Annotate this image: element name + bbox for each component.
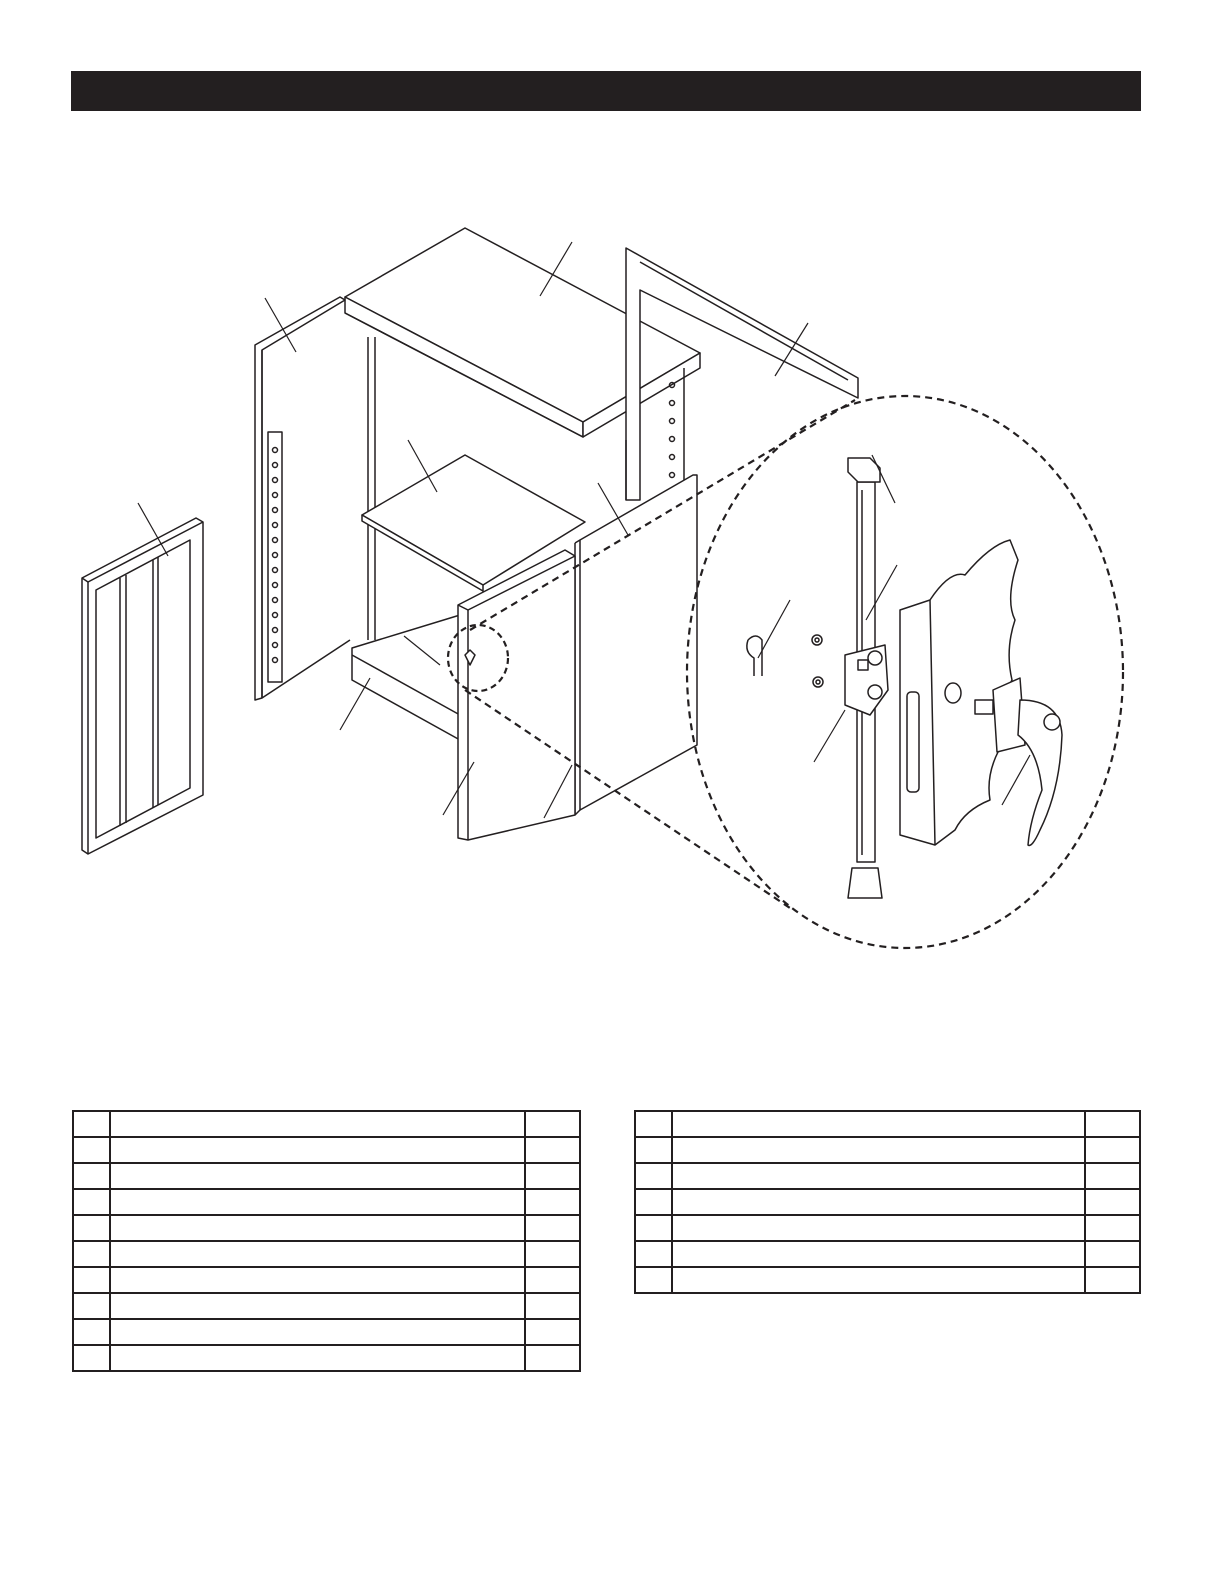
table-row [73, 1345, 580, 1371]
front-door [458, 550, 575, 840]
part-description-cell [110, 1293, 525, 1319]
part-description-cell [110, 1137, 525, 1163]
part-number-cell [635, 1189, 672, 1215]
part-number-cell [635, 1215, 672, 1241]
table-row [73, 1293, 580, 1319]
part-quantity-cell [525, 1189, 580, 1215]
table-row [635, 1215, 1140, 1241]
left-side-panel [255, 297, 350, 700]
table-row [73, 1111, 580, 1137]
part-quantity-cell [525, 1241, 580, 1267]
part-quantity-cell [1085, 1241, 1140, 1267]
table-row [73, 1163, 580, 1189]
part-description-cell [672, 1215, 1085, 1241]
part-quantity-cell [525, 1319, 580, 1345]
table-row [73, 1215, 580, 1241]
part-number-cell [73, 1215, 110, 1241]
part-description-cell [672, 1163, 1085, 1189]
part-description-cell [110, 1345, 525, 1371]
part-number-cell [635, 1241, 672, 1267]
part-description-cell [110, 1163, 525, 1189]
part-number-cell [73, 1189, 110, 1215]
part-description-cell [110, 1111, 525, 1137]
table-row [635, 1163, 1140, 1189]
part-number-cell [73, 1319, 110, 1345]
part-quantity-cell [1085, 1267, 1140, 1293]
exploded-cabinet-diagram [0, 200, 1225, 970]
part-quantity-cell [525, 1293, 580, 1319]
part-description-cell [110, 1319, 525, 1345]
part-number-cell [635, 1267, 672, 1293]
part-quantity-cell [525, 1345, 580, 1371]
part-quantity-cell [525, 1137, 580, 1163]
table-row [73, 1319, 580, 1345]
part-quantity-cell [525, 1111, 580, 1137]
table-row [635, 1267, 1140, 1293]
front-upright [368, 337, 375, 640]
part-number-cell [635, 1137, 672, 1163]
part-description-cell [110, 1241, 525, 1267]
part-number-cell [635, 1111, 672, 1137]
right-side-panel [575, 475, 697, 815]
part-number-cell [73, 1111, 110, 1137]
table-row [73, 1137, 580, 1163]
header-bar [71, 71, 1141, 111]
table-row [635, 1189, 1140, 1215]
table-row [635, 1137, 1140, 1163]
left-door [82, 518, 203, 854]
part-number-cell [635, 1163, 672, 1189]
part-number-cell [73, 1267, 110, 1293]
detail-screws [812, 635, 823, 687]
part-quantity-cell [1085, 1215, 1140, 1241]
part-number-cell [73, 1345, 110, 1371]
part-description-cell [672, 1267, 1085, 1293]
table-row [73, 1241, 580, 1267]
table-row [635, 1241, 1140, 1267]
parts-table-right [634, 1110, 1141, 1294]
part-quantity-cell [1085, 1163, 1140, 1189]
part-quantity-cell [525, 1163, 580, 1189]
part-number-cell [73, 1293, 110, 1319]
part-quantity-cell [525, 1267, 580, 1293]
part-number-cell [73, 1163, 110, 1189]
part-description-cell [672, 1241, 1085, 1267]
detail-cam-latch [845, 645, 888, 715]
part-description-cell [110, 1267, 525, 1293]
part-quantity-cell [1085, 1189, 1140, 1215]
part-number-cell [73, 1241, 110, 1267]
table-row [73, 1267, 580, 1293]
part-description-cell [110, 1215, 525, 1241]
part-description-cell [110, 1189, 525, 1215]
parts-table-left [72, 1110, 581, 1372]
part-description-cell [672, 1137, 1085, 1163]
part-description-cell [672, 1111, 1085, 1137]
part-quantity-cell [525, 1215, 580, 1241]
table-row [635, 1111, 1140, 1137]
part-number-cell [73, 1137, 110, 1163]
part-description-cell [672, 1189, 1085, 1215]
part-quantity-cell [1085, 1111, 1140, 1137]
table-row [73, 1189, 580, 1215]
part-quantity-cell [1085, 1137, 1140, 1163]
